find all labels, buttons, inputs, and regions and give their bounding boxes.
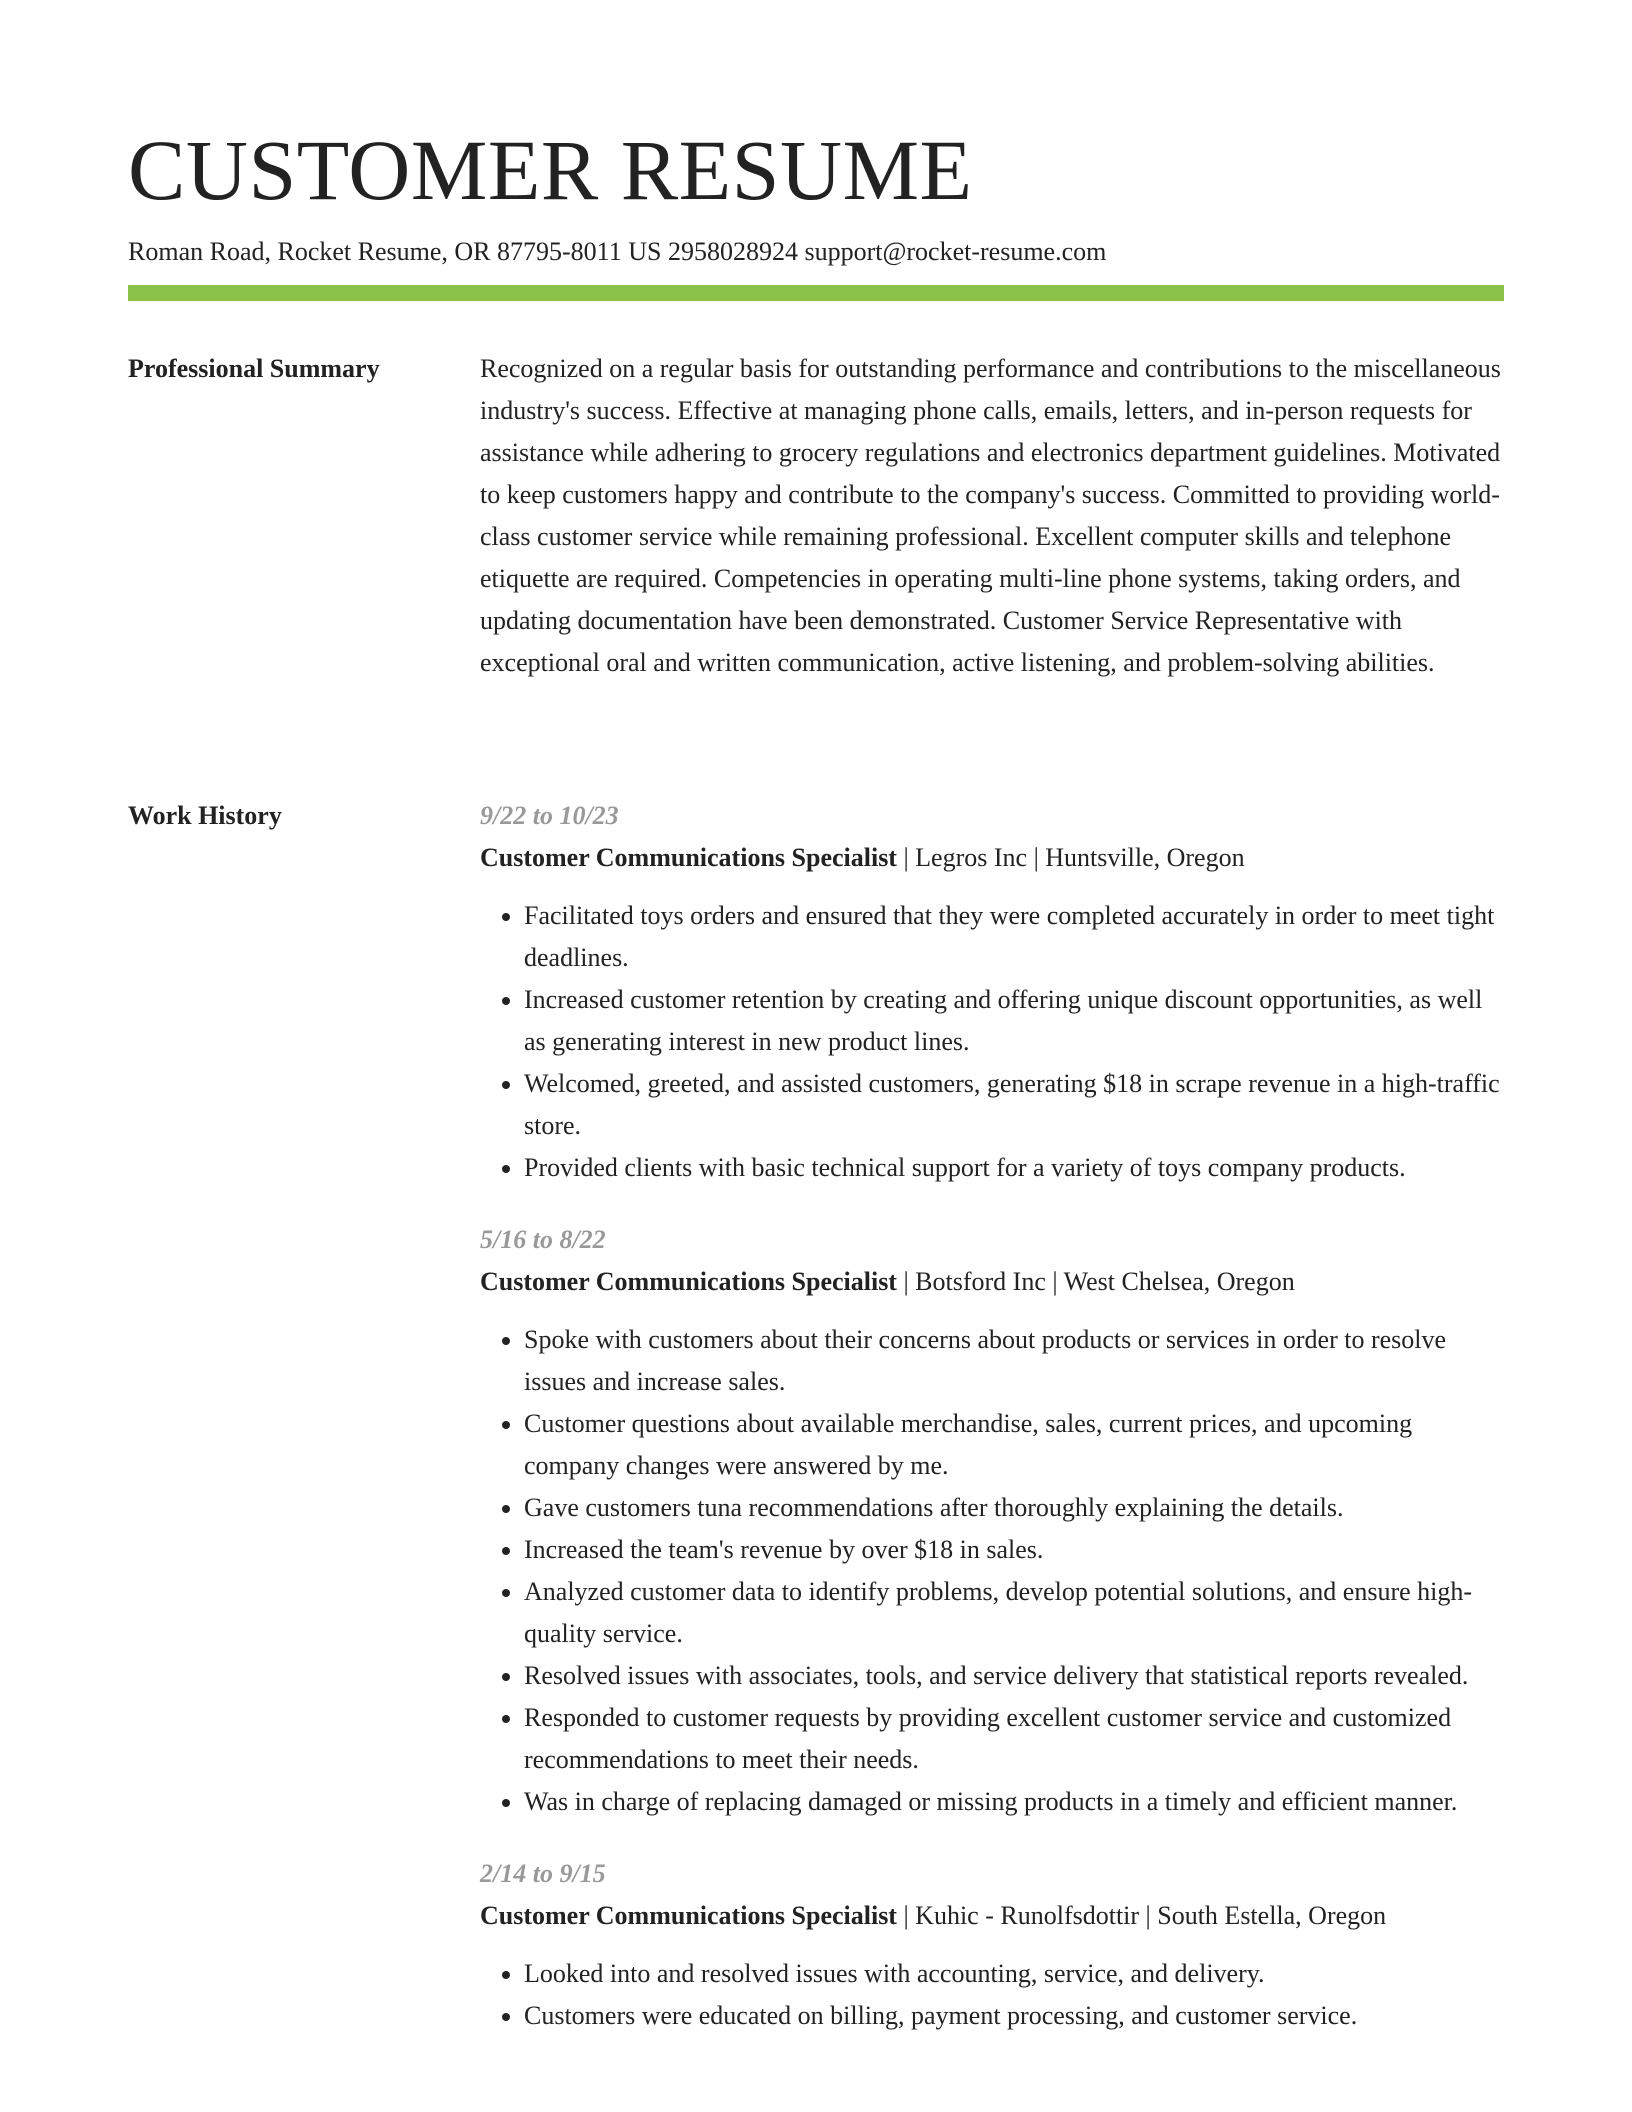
job-heading [480, 1895, 1504, 1937]
job-company-location: | Kuhic - Runolfsdottir | South Estella, Oregon [896, 1901, 1387, 1930]
job-title: Customer Communications Specialist [480, 1901, 897, 1930]
section-title-professional-summary: Professional Summary [128, 354, 380, 383]
header-divider-bar [128, 285, 1504, 301]
job-date: 2/14 to 9/15 [480, 1859, 606, 1888]
job-title: Customer Communications Specialist [480, 1267, 897, 1296]
section-title-work-history: Work History [128, 801, 282, 830]
job-bullet: • Responded to customer requests by providing excellent customer service and customized recommendations to meet their needs. [524, 1697, 1504, 1781]
job-bullet: • Spoke with customers about their concerns about products or services in order to resolve issues and increase sales. [524, 1319, 1504, 1403]
work-history-body [480, 795, 1504, 2067]
job-company-location: | Botsford Inc | West Chelsea, Oregon [896, 1267, 1295, 1296]
candidate-name: CUSTOMER RESUME [128, 122, 973, 218]
job-entry [480, 795, 1504, 1189]
job-bullet: • Provided clients with basic technical support for a variety of toys company products. [524, 1147, 1504, 1189]
job-bullet: • Customers were educated on billing, payment processing, and customer service. [524, 1995, 1504, 2037]
summary-body [480, 348, 1504, 684]
job-bullet: • Gave customers tuna recommendations after thoroughly explaining the details. [524, 1487, 1504, 1529]
job-entry [480, 1219, 1504, 1823]
job-date: 5/16 to 8/22 [480, 1225, 606, 1254]
job-bullet: • Increased the team's revenue by over $18 in sales. [524, 1529, 1504, 1571]
job-heading [480, 837, 1504, 879]
job-bullet: • Looked into and resolved issues with accounting, service, and delivery. [524, 1953, 1504, 1995]
resume-header [128, 118, 1504, 268]
job-title: Customer Communications Specialist [480, 843, 897, 872]
job-bullet: • Increased customer retention by creating and offering unique discount opportunities, as well as generating interest in new product lines. [524, 979, 1504, 1063]
contact-line: Roman Road, Rocket Resume, OR 87795-8011 US 2958028924 support@rocket-resume.com [128, 237, 1107, 266]
job-bullet-list [480, 1319, 1504, 1823]
job-bullet: • Welcomed, greeted, and assisted customers, generating $18 in scrape revenue in a high-traffic store. [524, 1063, 1504, 1147]
job-bullet: • Analyzed customer data to identify problems, develop potential solutions, and ensure high-quality service. [524, 1571, 1504, 1655]
job-bullet: • Customer questions about available merchandise, sales, current prices, and upcoming company changes were answered by me. [524, 1403, 1504, 1487]
job-company-location: | Legros Inc | Huntsville, Oregon [896, 843, 1245, 872]
job-bullet-list [480, 895, 1504, 1189]
job-bullet: • Was in charge of replacing damaged or missing products in a timely and efficient manner. [524, 1781, 1504, 1823]
job-bullet: • Facilitated toys orders and ensured that they were completed accurately in order to meet tight deadlines. [524, 895, 1504, 979]
job-entry [480, 1853, 1504, 2037]
job-heading [480, 1261, 1504, 1303]
job-bullet: • Resolved issues with associates, tools, and service delivery that statistical reports revealed. [524, 1655, 1504, 1697]
job-bullet-list [480, 1953, 1504, 2037]
summary-text: Recognized on a regular basis for outstanding performance and contributions to the miscellaneous industry's success. Effective at managing phone calls, emails, letters, and in-person requests for assistance while adhering to grocery regulations and electronics department guidelines. Motivated to keep customers happy and contribute to the company's success. Committed to providing world-class customer service while remaining professional. Excellent computer skills and telephone etiquette are required. Competencies in operating multi-line phone systems, taking orders, and updating documentation have been demonstrated. Customer Service Representative with exceptional oral and written communication, active listening, and problem-solving abilities. [480, 354, 1501, 677]
job-date: 9/22 to 10/23 [480, 801, 619, 830]
